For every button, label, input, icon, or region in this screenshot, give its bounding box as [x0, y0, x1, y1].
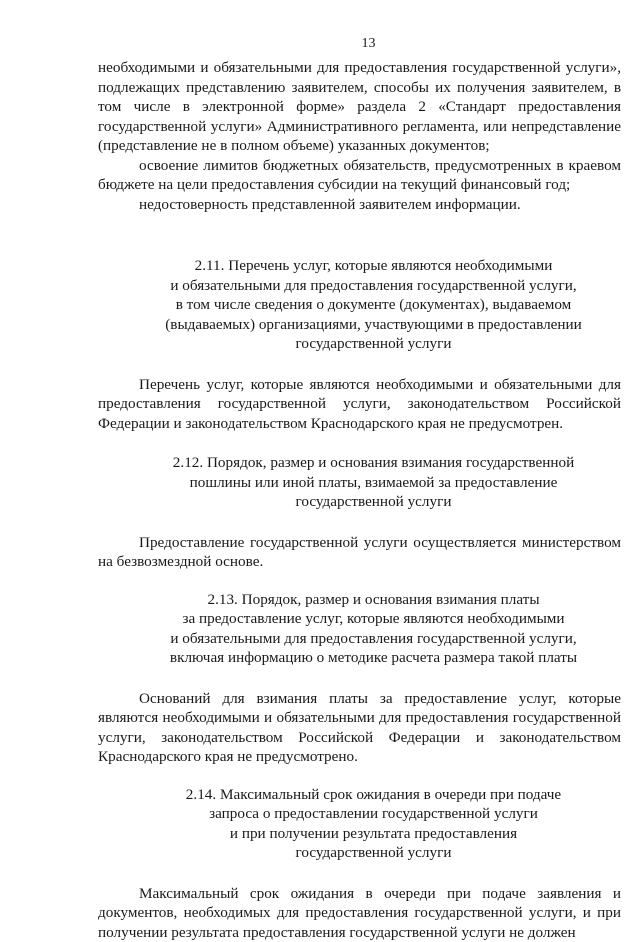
heading-line: в том числе сведения о документе (документах), выдаваемом: [98, 295, 621, 315]
heading-line: включая информацию о методике расчета размера такой платы: [98, 648, 621, 668]
heading-line: государственной услуги: [98, 492, 621, 512]
heading-line: 2.14. Максимальный срок ожидания в очереди при подаче: [98, 785, 621, 805]
paragraph-2-13-body: Оснований для взимания платы за предоставление услуг, которые являются необходимыми и обязательными для предоставления государственной услуги, законодательством Российской Федерации и законодательством Краснодарского края не предусмотрено.: [98, 689, 621, 767]
paragraph-2-14-body: Максимальный срок ожидания в очереди при подаче заявления и документов, необходимых для предоставления государственной услуги, и при получении результата предоставления государственной услуги не должен: [98, 884, 621, 942]
heading-line: и при получении результата предоставления: [98, 824, 621, 844]
section-heading-2-13: [98, 590, 621, 668]
heading-line: и обязательными для предоставления государственной услуги,: [98, 629, 621, 649]
heading-line: запроса о предоставлении государственной услуги: [98, 804, 621, 824]
heading-line: и обязательными для предоставления государственной услуги,: [98, 276, 621, 296]
heading-line: 2.12. Порядок, размер и основания взимания государственной: [98, 453, 621, 473]
heading-line: (выдаваемых) организациями, участвующими в предоставлении: [98, 315, 621, 335]
section-heading-2-14: [98, 785, 621, 863]
paragraph-unreliable-info: недостоверность представленной заявителем информации.: [98, 195, 621, 215]
heading-line: государственной услуги: [98, 334, 621, 354]
paragraph-intro-continuation: необходимыми и обязательными для предоставления государственной услуги», подлежащих представлению заявителем, способы их получения заявителем, в том числе в электронной форме» раздела 2 «Стандарт предоставления государственной услуги» Административного регламента, или непредставление (представление не в полном объеме) указанных документов;: [98, 58, 621, 156]
heading-line: за предоставление услуг, которые являются необходимыми: [98, 609, 621, 629]
paragraph-budget-limits: освоение лимитов бюджетных обязательств, предусмотренных в краевом бюджете на цели предоставления субсидии на текущий финансовый год;: [98, 156, 621, 195]
page-number: 13: [98, 36, 621, 52]
heading-line: пошлины или иной платы, взимаемой за предоставление: [98, 473, 621, 493]
heading-line: 2.11. Перечень услуг, которые являются необходимыми: [98, 256, 621, 276]
paragraph-2-12-body: Предоставление государственной услуги осуществляется министерством на безвозмездной основе.: [98, 533, 621, 572]
paragraph-2-11-body: Перечень услуг, которые являются необходимыми и обязательными для предоставления государственной услуги, законодательством Российской Федерации и законодательством Краснодарского края не предусмотрен.: [98, 375, 621, 434]
section-heading-2-12: [98, 453, 621, 512]
heading-line: государственной услуги: [98, 843, 621, 863]
section-heading-2-11: [98, 256, 621, 354]
heading-line: 2.13. Порядок, размер и основания взимания платы: [98, 590, 621, 610]
